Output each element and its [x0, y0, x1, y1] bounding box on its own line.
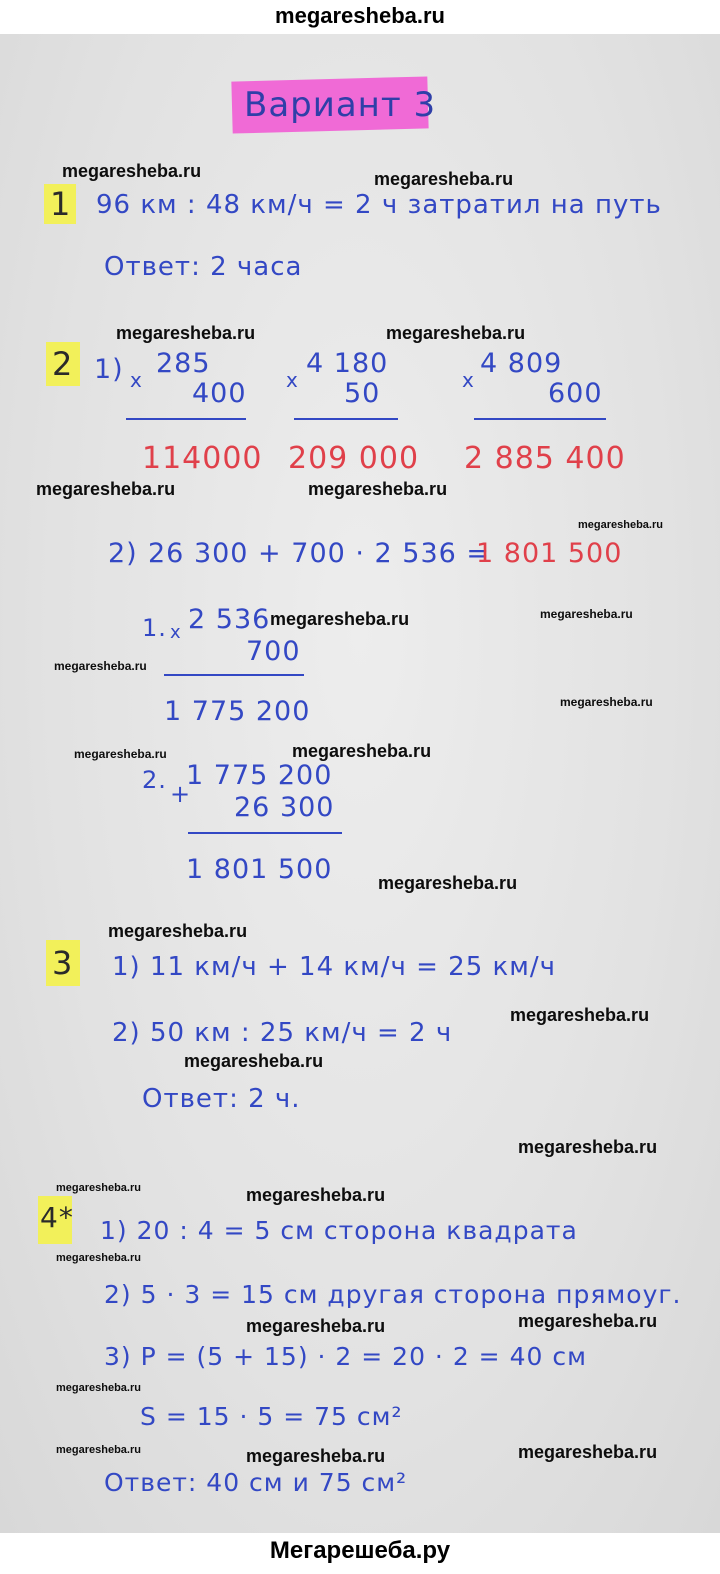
watermark: megaresheba.ru	[36, 479, 176, 499]
watermark: megaresheba.ru	[518, 1137, 658, 1157]
watermark: megaresheba.ru	[270, 609, 410, 629]
step1-top: 2 536	[188, 604, 271, 635]
watermark: megaresheba.ru	[292, 741, 432, 761]
task2-part2-result: 1 801 500	[476, 538, 623, 569]
task1-answer: Ответ: 2 часа	[104, 252, 303, 282]
step1-bottom: 700	[246, 636, 301, 667]
mult1-top: 285	[156, 348, 211, 379]
task4-line2: 2) 5 · 3 = 15 см другая сторона прямоуг.	[104, 1280, 682, 1309]
mult3-result: 2 885 400	[464, 441, 626, 476]
task3-line1: 1) 11 км/ч + 14 км/ч = 25 км/ч	[112, 952, 556, 982]
step2-top: 1 775 200	[186, 760, 333, 791]
watermark: megaresheba.ru	[246, 1446, 386, 1466]
mult2-result: 209 000	[288, 441, 420, 476]
mult1-line	[126, 418, 246, 420]
watermark: megaresheba.ru	[184, 1051, 324, 1071]
task2-part1-label: 1)	[94, 354, 124, 385]
watermark: megaresheba.ru	[246, 1316, 386, 1336]
watermark: megaresheba.ru	[56, 1182, 141, 1194]
watermark: megaresheba.ru	[518, 1442, 658, 1462]
task3-line2: 2) 50 км : 25 км/ч = 2 ч	[112, 1018, 453, 1048]
task2-part2-label: 2)	[108, 538, 138, 569]
task2-part2-expression: 26 300 + 700 · 2 536 =	[148, 538, 491, 569]
watermark: megaresheba.ru	[56, 1444, 141, 1456]
mult1-bottom: 400	[192, 378, 247, 409]
step2-result: 1 801 500	[186, 854, 333, 885]
watermark: megaresheba.ru	[518, 1311, 658, 1331]
mult1-result: 114000	[142, 441, 263, 476]
step2-label: 2.	[142, 766, 167, 794]
site-footer[interactable]: Мегарешеба.ру	[0, 1533, 720, 1574]
task-number: 2	[52, 345, 74, 383]
mult2-sign: x	[286, 368, 299, 392]
step1-result: 1 775 200	[164, 696, 311, 727]
task1-line1: 96 км : 48 км/ч = 2 ч затратил на путь	[96, 190, 662, 220]
watermark: megaresheba.ru	[54, 659, 147, 673]
task4-line4: S = 15 · 5 = 75 см²	[140, 1402, 403, 1431]
task-number: 3	[52, 944, 74, 982]
mult3-line	[474, 418, 606, 420]
watermark: megaresheba.ru	[62, 161, 202, 181]
watermark: megaresheba.ru	[374, 169, 514, 189]
page-title: Вариант 3	[244, 85, 437, 125]
step1-line	[164, 674, 304, 676]
task-number: 1	[50, 185, 72, 223]
step2-line	[188, 832, 342, 834]
watermark: megaresheba.ru	[56, 1382, 141, 1394]
task4-line1: 1) 20 : 4 = 5 см сторона квадрата	[100, 1216, 578, 1245]
task-number: 4*	[40, 1201, 74, 1234]
watermark: megaresheba.ru	[510, 1005, 650, 1025]
mult3-top: 4 809	[480, 348, 563, 379]
task4-answer: Ответ: 40 см и 75 см²	[104, 1468, 408, 1497]
step2-sign: +	[170, 780, 192, 808]
watermark: megaresheba.ru	[578, 519, 663, 531]
mult2-line	[294, 418, 398, 420]
task3-answer: Ответ: 2 ч.	[142, 1084, 301, 1114]
watermark: megaresheba.ru	[116, 323, 256, 343]
watermark: megaresheba.ru	[386, 323, 526, 343]
mult1-sign: x	[130, 368, 143, 392]
step1-sign: x	[170, 622, 182, 643]
step1-label: 1.	[142, 614, 167, 642]
notebook-page	[0, 34, 720, 1533]
watermark: megaresheba.ru	[56, 1252, 141, 1264]
watermark: megaresheba.ru	[108, 921, 248, 941]
watermark: megaresheba.ru	[308, 479, 448, 499]
site-header[interactable]: megaresheba.ru	[0, 0, 720, 34]
task4-line3: 3) P = (5 + 15) · 2 = 20 · 2 = 40 см	[104, 1342, 587, 1371]
mult2-bottom: 50	[344, 378, 381, 409]
watermark: megaresheba.ru	[246, 1185, 386, 1205]
watermark: megaresheba.ru	[378, 873, 518, 893]
step2-bottom: 26 300	[234, 792, 335, 823]
mult2-top: 4 180	[306, 348, 389, 379]
mult3-bottom: 600	[548, 378, 603, 409]
watermark: megaresheba.ru	[560, 695, 653, 709]
mult3-sign: x	[462, 368, 475, 392]
watermark: megaresheba.ru	[74, 747, 167, 761]
watermark: megaresheba.ru	[540, 607, 633, 621]
